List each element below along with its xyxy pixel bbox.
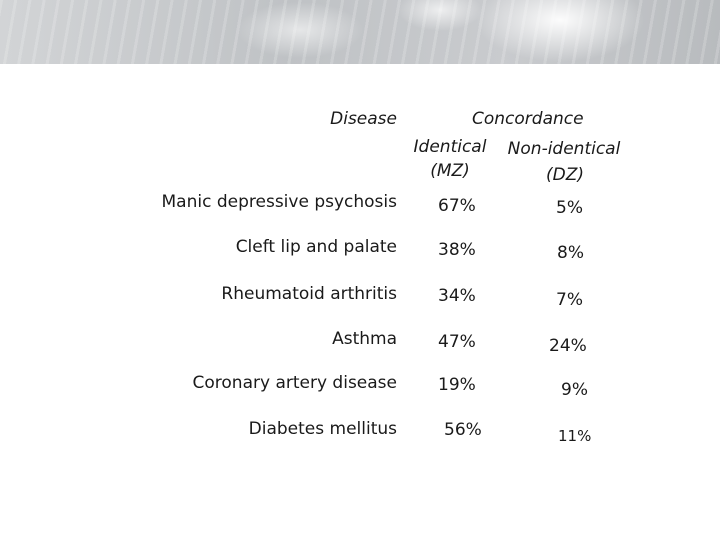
header-identical-mz: (MZ) [430,161,470,181]
row-mz-value: 67% [438,196,476,216]
row-dz-value: 24% [549,336,587,356]
row-mz-value: 56% [444,420,482,440]
row-dz-value: 7% [556,290,583,310]
row-mz-value: 47% [438,332,476,352]
header-nonidentical: Non-identical [507,139,621,159]
row-dz-value: 5% [556,198,583,218]
row-dz-value: 8% [557,243,584,263]
header-disease: Disease [330,109,397,129]
row-disease: Manic depressive psychosis [161,192,397,212]
row-disease: Cleft lip and palate [235,237,397,257]
row-mz-value: 38% [438,240,476,260]
row-mz-value: 34% [438,286,476,306]
row-mz-value: 19% [438,375,476,395]
row-dz-value: 11% [558,427,592,445]
row-disease: Diabetes mellitus [248,419,397,439]
row-dz-value: 9% [561,380,588,400]
header-concordance: Concordance [472,109,584,129]
row-disease: Coronary artery disease [192,373,397,393]
row-disease: Asthma [332,329,397,349]
header-banner [0,0,720,64]
header-identical: Identical [413,137,487,157]
row-disease: Rheumatoid arthritis [221,284,397,304]
header-nonidentical-dz: (DZ) [545,165,584,185]
